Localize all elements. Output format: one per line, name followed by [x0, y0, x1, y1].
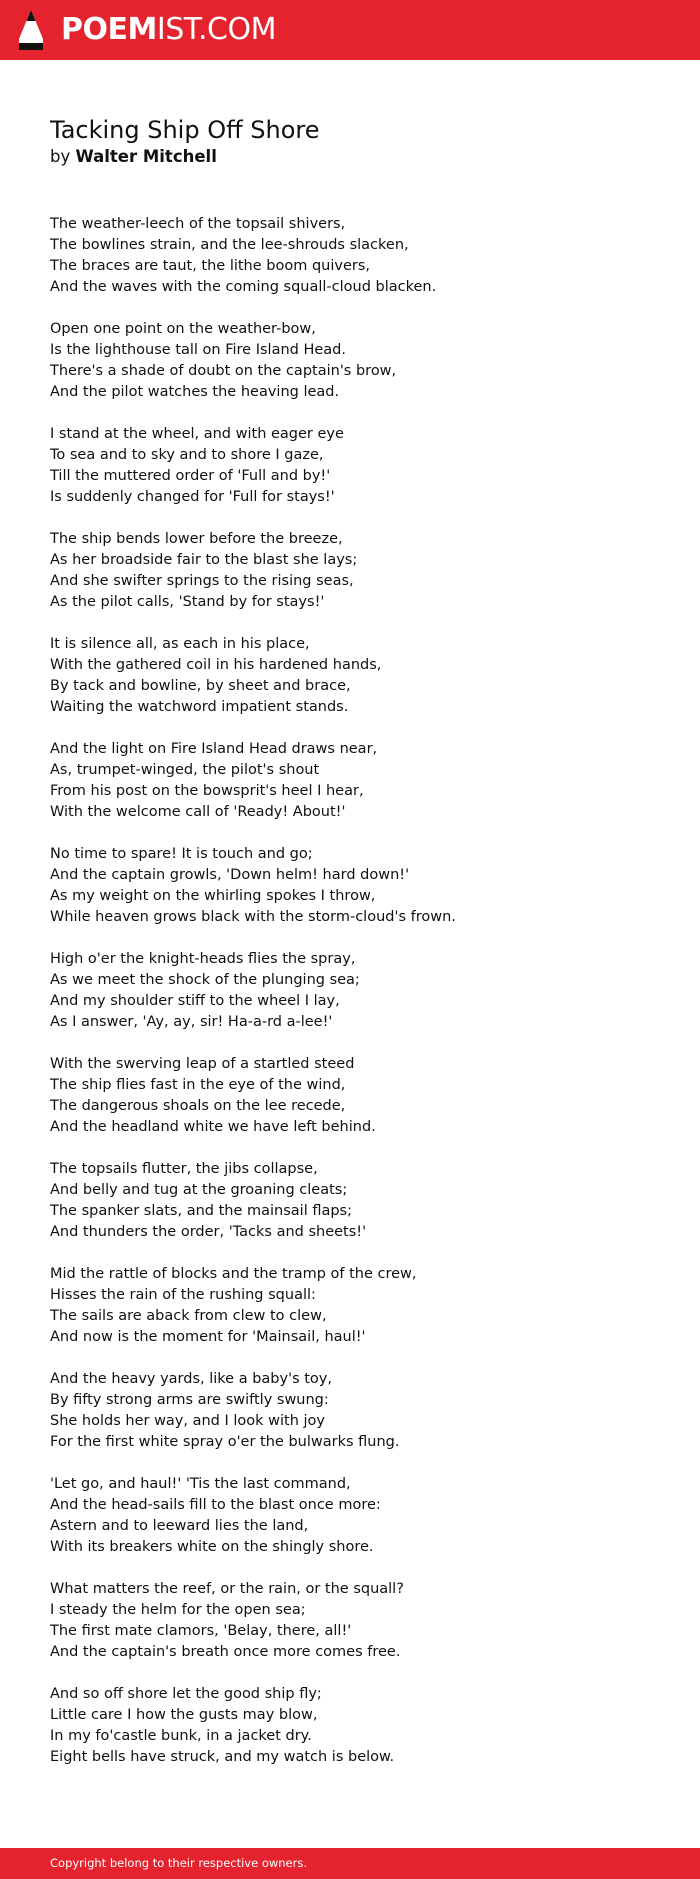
poem-line: And she swifter springs to the rising seas,	[50, 573, 354, 589]
poem-line: And the pilot watches the heaving lead.	[50, 384, 340, 400]
poem-line: And belly and tug at the groaning cleats;	[50, 1182, 348, 1198]
logo-light-text: IST.COM	[156, 12, 276, 47]
poem-line: The topsails flutter, the jibs collapse,	[50, 1161, 318, 1177]
poem-stanza	[50, 739, 670, 823]
poem-author: Walter Mitchell	[75, 147, 217, 166]
poem-line: And so off shore let the good ship fly;	[50, 1686, 322, 1702]
poem-line: The braces are taut, the lithe boom quivers,	[50, 258, 371, 274]
poem-line: The weather-leech of the topsail shivers,	[50, 216, 346, 232]
site-logo[interactable]	[61, 10, 276, 50]
poem-line: As I answer, 'Ay, ay, sir! Ha-a-rd a-lee!'	[50, 1014, 333, 1030]
poem-stanza	[50, 1579, 670, 1663]
poem-line: And the waves with the coming squall-cloud blacken.	[50, 279, 437, 295]
poem-content	[50, 114, 670, 1789]
poem-stanza	[50, 949, 670, 1033]
poem-line: And the captain's breath once more comes free.	[50, 1644, 401, 1660]
poem-line: Eight bells have struck, and my watch is below.	[50, 1749, 395, 1765]
poem-stanza	[50, 1684, 670, 1768]
site-header	[0, 0, 700, 60]
poem-line: I stand at the wheel, and with eager eye	[50, 426, 344, 442]
poem-line: The bowlines strain, and the lee-shrouds slacken,	[50, 237, 409, 253]
poem-line: Till the muttered order of 'Full and by!'	[50, 468, 331, 484]
poem-line: Is suddenly changed for 'Full for stays!'	[50, 489, 335, 505]
poem-line: Waiting the watchword impatient stands.	[50, 699, 349, 715]
poem-line: With the gathered coil in his hardened hands,	[50, 657, 382, 673]
poem-line: By tack and bowline, by sheet and brace,	[50, 678, 351, 694]
poem-line: Astern and to leeward lies the land,	[50, 1518, 309, 1534]
poem-line: In my fo'castle bunk, in a jacket dry.	[50, 1728, 312, 1744]
poem-line: And the captain growls, 'Down helm! hard down!'	[50, 867, 410, 883]
poem-stanza	[50, 319, 670, 403]
poem-body	[50, 214, 670, 1768]
pencil-icon[interactable]	[18, 9, 44, 51]
poem-stanza	[50, 844, 670, 928]
poem-line: With the welcome call of 'Ready! About!'	[50, 804, 346, 820]
poem-line: And the headland white we have left behind.	[50, 1119, 376, 1135]
poem-line: I steady the helm for the open sea;	[50, 1602, 306, 1618]
poem-line: To sea and to sky and to shore I gaze,	[50, 447, 324, 463]
poem-line: The dangerous shoals on the lee recede,	[50, 1098, 346, 1114]
poem-line: No time to spare! It is touch and go;	[50, 846, 313, 862]
poem-line: The ship flies fast in the eye of the wind,	[50, 1077, 346, 1093]
poem-line: And the heavy yards, like a baby's toy,	[50, 1371, 332, 1387]
poem-line: While heaven grows black with the storm-cloud's frown.	[50, 909, 456, 925]
poem-line: The spanker slats, and the mainsail flaps;	[50, 1203, 353, 1219]
poem-line: By fifty strong arms are swiftly swung:	[50, 1392, 329, 1408]
poem-line: As the pilot calls, 'Stand by for stays!'	[50, 594, 325, 610]
poem-line: Little care I how the gusts may blow,	[50, 1707, 318, 1723]
poem-line: What matters the reef, or the rain, or the squall?	[50, 1581, 404, 1597]
poem-stanza	[50, 1159, 670, 1243]
poem-byline	[50, 146, 670, 168]
poem-line: With its breakers white on the shingly shore.	[50, 1539, 374, 1555]
poem-line: Is the lighthouse tall on Fire Island Head.	[50, 342, 346, 358]
poem-line: Hisses the rain of the rushing squall:	[50, 1287, 316, 1303]
poem-line: And now is the moment for 'Mainsail, haul!'	[50, 1329, 366, 1345]
poem-line: It is silence all, as each in his place,	[50, 636, 310, 652]
poem-line: With the swerving leap of a startled steed	[50, 1056, 355, 1072]
poem-stanza	[50, 634, 670, 718]
copyright-text: Copyright belong to their respective owners.	[50, 1856, 308, 1870]
poem-title: Tacking Ship Off Shore	[50, 116, 320, 144]
poem-stanza	[50, 424, 670, 508]
poem-stanza	[50, 1474, 670, 1558]
poem-line: Open one point on the weather-bow,	[50, 321, 316, 337]
poem-stanza	[50, 1264, 670, 1348]
poem-line: And my shoulder stiff to the wheel I lay,	[50, 993, 340, 1009]
poem-line: As my weight on the whirling spokes I throw,	[50, 888, 376, 904]
poem-line: There's a shade of doubt on the captain's brow,	[50, 363, 397, 379]
poem-line: For the first white spray o'er the bulwarks flung.	[50, 1434, 400, 1450]
poem-stanza	[50, 214, 670, 298]
poem-line: The first mate clamors, 'Belay, there, all!'	[50, 1623, 352, 1639]
poem-line: High o'er the knight-heads flies the spray,	[50, 951, 356, 967]
poem-stanza	[50, 1054, 670, 1138]
logo-bold-text: POEM	[61, 12, 157, 47]
poem-line: She holds her way, and I look with joy	[50, 1413, 326, 1429]
poem-stanza	[50, 529, 670, 613]
poem-line: The ship bends lower before the breeze,	[50, 531, 343, 547]
poem-line: And thunders the order, 'Tacks and sheets!'	[50, 1224, 367, 1240]
poem-line: As, trumpet-winged, the pilot's shout	[50, 762, 320, 778]
poem-line: Mid the rattle of blocks and the tramp of the crew,	[50, 1266, 417, 1282]
poem-line: The sails are aback from clew to clew,	[50, 1308, 327, 1324]
poem-line: 'Let go, and haul!' 'Tis the last command,	[50, 1476, 351, 1492]
poem-line: And the head-sails fill to the blast once more:	[50, 1497, 381, 1513]
by-label: by	[50, 147, 71, 166]
poem-line: And the light on Fire Island Head draws near,	[50, 741, 378, 757]
site-footer	[0, 1848, 700, 1879]
poem-stanza	[50, 1369, 670, 1453]
poem-line: As we meet the shock of the plunging sea;	[50, 972, 360, 988]
poem-line: From his post on the bowsprit's heel I hear,	[50, 783, 364, 799]
poem-line: As her broadside fair to the blast she lays;	[50, 552, 358, 568]
